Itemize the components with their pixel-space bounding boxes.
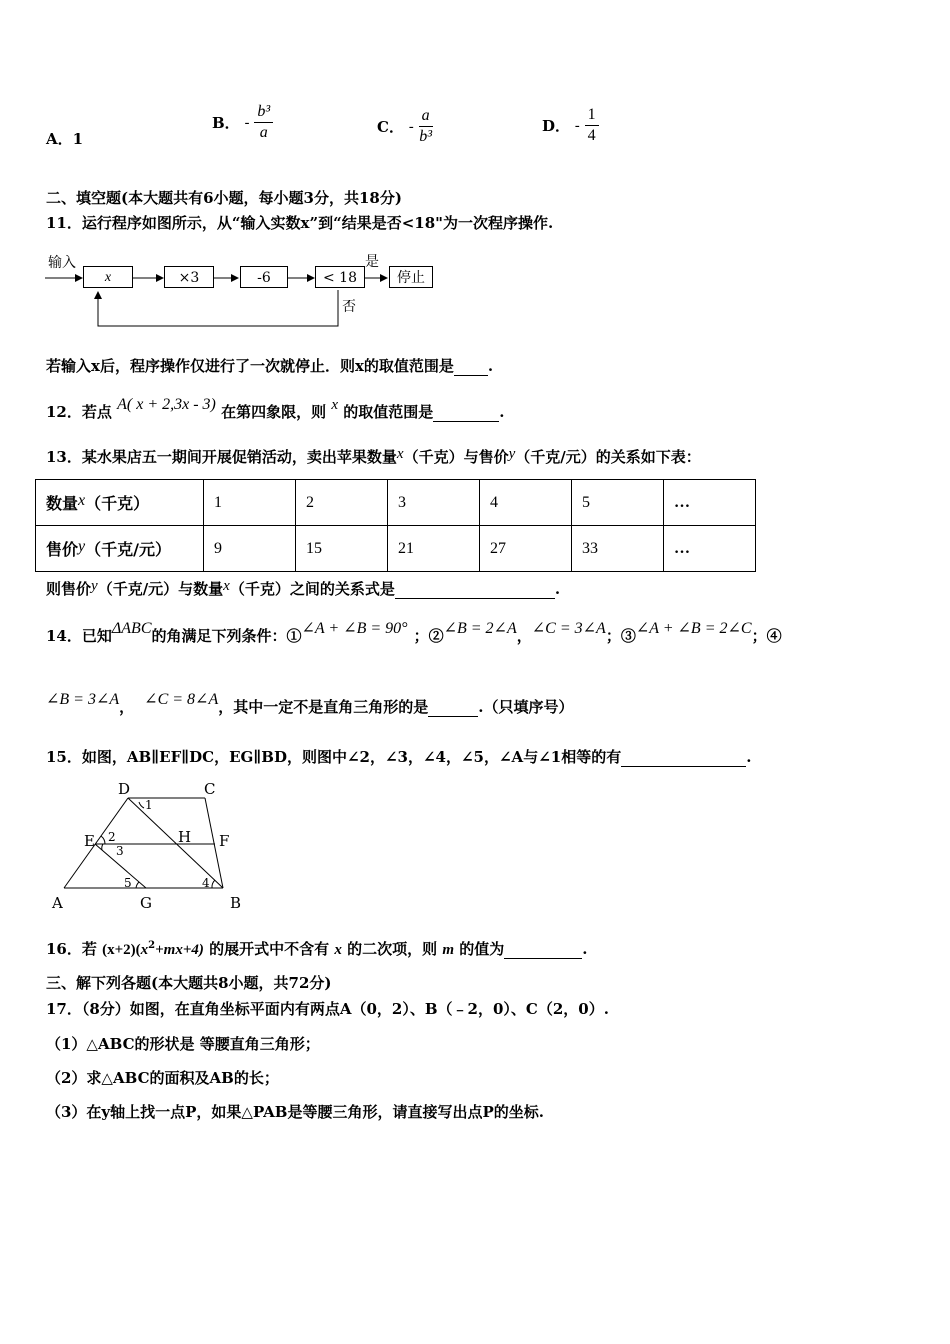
q16-expr3: +mx+4) [155, 942, 204, 958]
option-a-label: A． [46, 130, 73, 148]
q13-tail-c: （千克）之间的关系式是 [229, 580, 395, 598]
option-a-value: 1 [72, 130, 84, 148]
option-b-sign: - [244, 113, 250, 132]
qty-cell: 4 [480, 480, 572, 526]
option-c-fraction [419, 106, 433, 147]
q16-expr2: x [140, 942, 149, 958]
q13-answer-blank[interactable] [395, 580, 555, 599]
flow-box-x: x [83, 266, 133, 288]
q15-stem [46, 746, 751, 767]
qty-cell: … [664, 480, 756, 526]
q12-point: A( x + 2,3x - 3) [117, 396, 216, 413]
q16-answer-blank[interactable] [504, 940, 582, 959]
qty-cell: 1 [204, 480, 296, 526]
option-b [212, 102, 273, 143]
q11-tail-text: 若输入x后，程序操作仅进行了一次就停止．则x的取值范围是 [46, 357, 454, 375]
row2-unit: （千克/元） [85, 540, 171, 559]
flow-box-stop: 停止 [389, 266, 433, 288]
option-c-sign: - [408, 117, 414, 136]
label-C: C [204, 780, 216, 798]
q16-var: x [334, 942, 342, 958]
q14-b: 的角满足下列条件：① [151, 627, 302, 645]
label-A: A [52, 894, 63, 912]
label-B: B [230, 894, 242, 912]
q12-var: x [331, 397, 339, 413]
q13-stem [46, 446, 701, 467]
option-d-sign: - [574, 116, 580, 135]
q13-tail-var-y: y [91, 578, 98, 594]
flowchart-arrows [40, 246, 460, 336]
q12-end: . [499, 403, 505, 421]
label-H: H [178, 828, 192, 846]
qty-cell: 3 [388, 480, 480, 526]
option-c [377, 106, 433, 147]
q14-cond3: ∠A + ∠B = 2∠C [635, 620, 752, 637]
qty-cell: 2 [296, 480, 388, 526]
q14-line2 [46, 688, 574, 716]
q11-tail-end: . [487, 357, 494, 375]
row1-var: x [78, 492, 86, 509]
q17-part1: （1）△ABC的形状是 等腰直角三角形； [46, 1035, 320, 1053]
flow-no-label: 否 [342, 299, 356, 315]
option-c-label: C． [377, 118, 404, 136]
angle-3: 3 [116, 844, 124, 858]
q13-tail-a: 则售价 [46, 580, 92, 598]
q14-end: .（只填序号） [478, 698, 574, 716]
q16-expr1: (x+2)( [102, 942, 141, 958]
q14-sep4: ；④ [751, 627, 782, 645]
label-G: G [140, 894, 152, 912]
q14-answer-blank[interactable] [428, 698, 478, 717]
q15-answer-blank[interactable] [621, 748, 746, 767]
price-cell: 15 [296, 526, 388, 572]
q14-cond1: ∠A + ∠B = 90° [301, 620, 408, 637]
q14-comma: ， [516, 627, 532, 645]
angle-1: 1 [145, 798, 153, 812]
option-d-denominator: 4 [587, 127, 596, 144]
q17-part2: （2）求△ABC的面积及AB的长； [46, 1069, 279, 1087]
q17-part3: （3）在y轴上找一点P，如果△PAB是等腰三角形，请直接写出点P的坐标. [46, 1103, 544, 1121]
q14-sep2: ；② [413, 627, 444, 645]
q13-tail-b: （千克/元）与数量 [97, 580, 224, 598]
price-cell: 33 [572, 526, 664, 572]
row1-label: 数量 [46, 494, 79, 513]
q16-b: 的展开式中不含有 [209, 940, 330, 958]
table-row [36, 526, 756, 572]
price-cell: 21 [388, 526, 480, 572]
section2-title: 二、填空题(本大题共有6小题，每小题3分，共18分) [46, 189, 402, 207]
option-a [46, 128, 83, 149]
q14-cond4a: ∠B = 3∠A [46, 691, 120, 708]
row1-header [36, 480, 204, 526]
label-F: F [219, 832, 230, 850]
q12-answer-blank[interactable] [433, 403, 499, 422]
q14-sep3: ；③ [605, 627, 636, 645]
option-d-label: D． [542, 117, 571, 135]
q12-number: 12．若点 [46, 403, 112, 421]
q14-cond4b: ∠C = 8∠A [144, 691, 219, 708]
q13-stem-a: 13．某水果店五一期间开展促销活动，卖出苹果数量 [46, 448, 397, 466]
q13-tail-end: . [554, 580, 561, 598]
q14-comma2: ， [119, 698, 135, 716]
q13-stem-b: （千克）与售价 [403, 448, 509, 466]
label-E: E [84, 832, 95, 850]
option-c-numerator: a [419, 106, 433, 127]
q14-cond2b: ∠C = 3∠A [531, 620, 606, 637]
q11-stem: 11．运行程序如图所示，从“输入实数x”到“结果是否<18"为一次程序操作. [46, 214, 554, 232]
q14-line1 [46, 617, 782, 645]
flow-input-label: 输入 [48, 255, 76, 271]
q16-c: 的二次项，则 [347, 940, 438, 958]
qty-cell: 5 [572, 480, 664, 526]
q16 [46, 938, 588, 959]
q13-stem-c: （千克/元）的关系如下表： [515, 448, 701, 466]
row2-label: 售价 [46, 540, 79, 559]
q14-a: 14．已知 [46, 627, 112, 645]
q16-a: 16．若 [46, 940, 97, 958]
flow-box-minus6: -6 [240, 266, 288, 288]
q12 [46, 393, 505, 421]
q17-stem: 17．（8分）如图，在直角坐标平面内有两点A（0，2）、B（﹣2，0）、C（2，0）. [46, 1000, 609, 1018]
flow-box-times3: ×3 [164, 266, 214, 288]
row1-unit: （千克） [85, 494, 150, 513]
row2-header [36, 526, 204, 572]
price-cell: … [664, 526, 756, 572]
q13-var-y: y [508, 446, 516, 462]
q16-d: 的值为 [459, 940, 505, 958]
price-table [35, 479, 756, 572]
table-row [36, 480, 756, 526]
q12-mid: 在第四象限，则 [221, 403, 327, 421]
q16-end: . [582, 940, 588, 958]
angle-2: 2 [108, 830, 116, 844]
q13-tail [46, 578, 560, 599]
section3-title: 三、解下列各题(本大题共8小题，共72分) [46, 974, 332, 992]
q11-flowchart [40, 246, 460, 336]
q15-end: . [746, 748, 752, 766]
label-D: D [118, 780, 131, 798]
angle-5: 5 [124, 876, 132, 890]
option-b-label: B． [212, 114, 240, 132]
price-cell: 9 [204, 526, 296, 572]
angle-4: 4 [202, 876, 210, 890]
price-cell: 27 [480, 526, 572, 572]
q14-cond2a: ∠B = 2∠A [443, 620, 517, 637]
option-b-fraction [254, 102, 273, 143]
option-c-denominator: b³ [419, 128, 432, 145]
q14-triangle: ΔABC [111, 620, 152, 637]
row2-var: y [78, 538, 86, 555]
flow-yes-label: 是 [365, 254, 379, 270]
q11-answer-blank[interactable] [454, 357, 488, 376]
option-d [542, 105, 599, 146]
q13-tail-var-x: x [223, 578, 230, 594]
option-b-numerator: b³ [254, 102, 273, 123]
q12-tail: 的取值范围是 [343, 403, 434, 421]
q15-stem-text: 15．如图，AB∥EF∥DC，EG∥BD，则图中∠2，∠3，∠4，∠5，∠A与∠1相等的有 [46, 748, 622, 766]
q14-tail: ，其中一定不是直角三角形的是 [218, 698, 429, 716]
option-b-denominator: a [259, 124, 268, 141]
option-d-fraction [585, 105, 599, 146]
q15-figure [48, 778, 248, 918]
q16-square: 2 [148, 940, 156, 951]
flow-box-lt18: < 18 [315, 266, 365, 288]
q16-m: m [442, 942, 455, 958]
q13-var-x: x [396, 446, 404, 462]
option-d-numerator: 1 [585, 105, 599, 126]
q11-tail [46, 355, 493, 376]
